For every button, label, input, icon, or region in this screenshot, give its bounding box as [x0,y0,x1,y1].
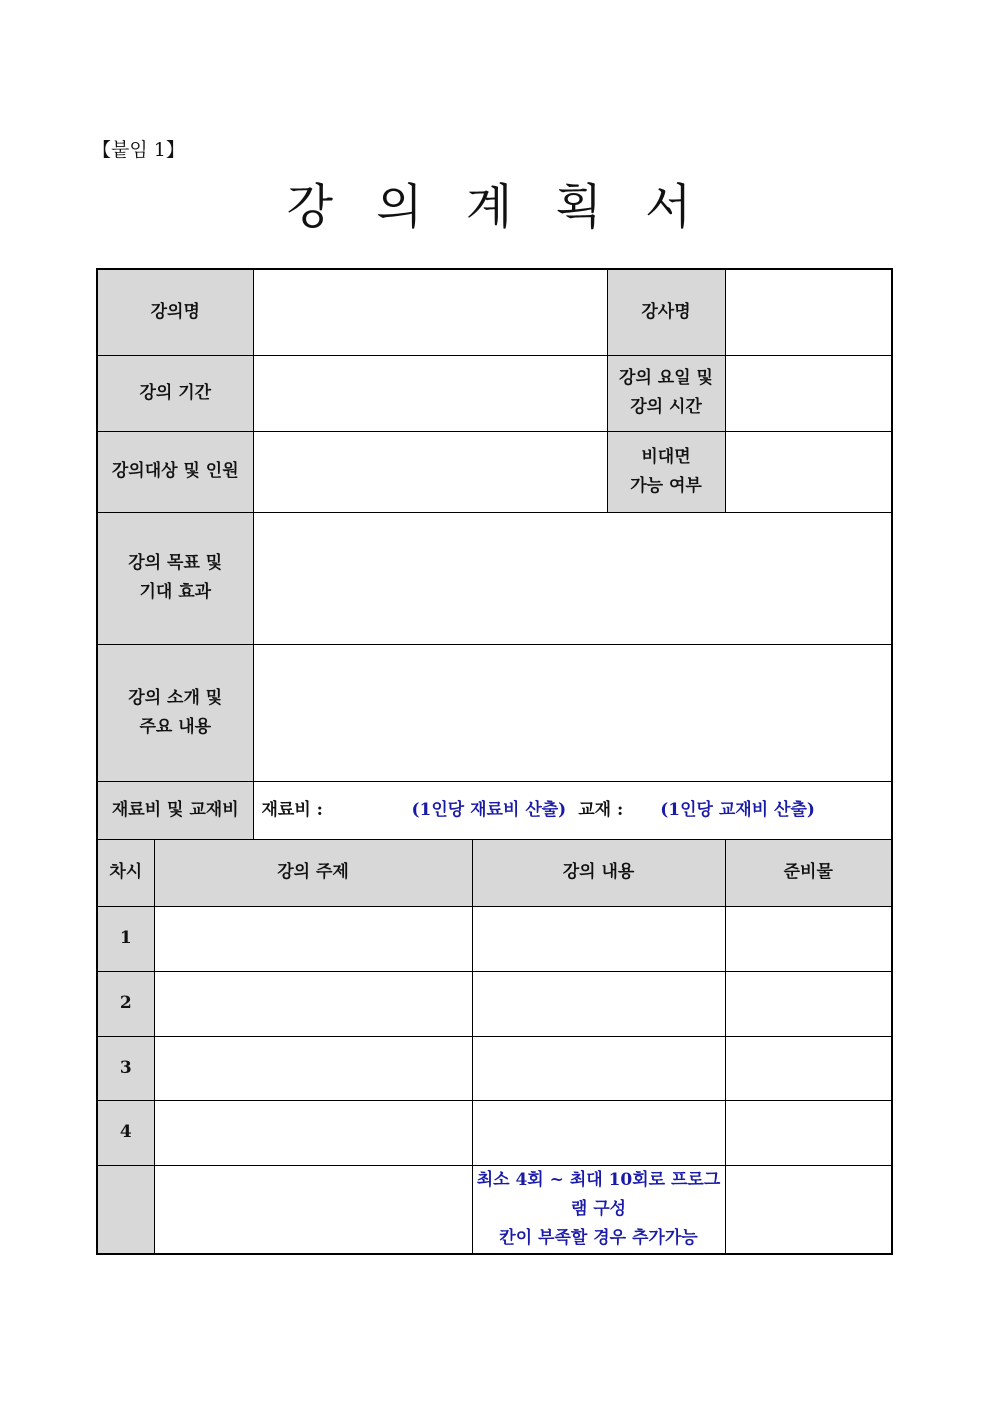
session-materials-input[interactable] [725,1036,892,1100]
session-content-input[interactable] [472,1036,725,1100]
session-materials-input[interactable] [725,906,892,971]
session-topic-input[interactable] [154,971,472,1036]
session-content-input[interactable] [472,971,725,1036]
session-topic-input[interactable] [154,906,472,971]
lecture-day-time-line2: 강의 시간 [630,397,702,417]
session-materials-input[interactable] [725,971,892,1036]
session-content-input[interactable] [472,1100,725,1165]
schedule-header-content: 강의 내용 [472,839,725,906]
goal-input[interactable] [253,512,892,644]
fees-input[interactable] [253,781,892,839]
schedule-header-session: 차시 [97,839,154,906]
schedule-header-topic: 강의 주제 [154,839,472,906]
session-number: 3 [97,1036,154,1100]
goal-line2: 기대 효과 [139,582,212,602]
material-fee-label: 재료비 : [261,799,323,820]
session-number: 4 [97,1100,154,1165]
session-topic-input[interactable] [154,1100,472,1165]
schedule-note[interactable] [472,1165,725,1254]
target-count-input[interactable] [253,431,607,512]
intro-label [97,644,253,781]
intro-line2: 주요 내용 [139,716,212,737]
intro-input[interactable] [253,644,892,781]
session-number-empty [97,1165,154,1254]
online-availability-line2: 가능 여부 [630,475,702,496]
instructor-name-label: 강사명 [607,269,725,355]
textbook-fee-label: 교재 : [578,799,624,820]
session-number: 1 [97,906,154,971]
fees-label: 재료비 및 교재비 [97,781,253,839]
lecture-period-input[interactable] [253,355,607,431]
lecture-name-label: 강의명 [97,269,253,355]
lecture-day-time-line1: 강의 요일 및 [619,368,713,388]
session-materials-input[interactable] [725,1165,892,1254]
table-row [97,1165,892,1254]
session-topic-input[interactable] [154,1036,472,1100]
schedule-note-line1: 최소 4회 ~ 최대 10회로 프로그램 구성 [476,1169,721,1219]
instructor-name-input[interactable] [725,269,892,355]
schedule-header-materials: 준비물 [725,839,892,906]
session-number: 2 [97,971,154,1036]
table-row [97,1100,892,1165]
target-count-label: 강의대상 및 인원 [97,431,253,512]
session-materials-input[interactable] [725,1100,892,1165]
page-title: 강 의 계 획 서 [286,179,706,235]
lecture-day-time-label [607,355,725,431]
goal-label [97,512,253,644]
lecture-name-input[interactable] [253,269,607,355]
session-content-input[interactable] [472,906,725,971]
textbook-fee-hint: (1인당 교재비 산출) [660,799,815,820]
table-row [97,1036,892,1100]
table-row [97,971,892,1036]
attachment-label: 【붙임 1】 [92,139,185,161]
lecture-plan-form [96,268,893,1255]
table-row [97,906,892,971]
lecture-day-time-input[interactable] [725,355,892,431]
session-topic-input[interactable] [154,1165,472,1254]
online-availability-label [607,431,725,512]
material-fee-hint: (1인당 재료비 산출) [411,799,567,820]
schedule-note-line2: 칸이 부족할 경우 추가가능 [499,1227,698,1248]
intro-line1: 강의 소개 및 [128,687,223,708]
online-availability-input[interactable] [725,431,892,512]
lecture-period-label: 강의 기간 [97,355,253,431]
goal-line1: 강의 목표 및 [128,553,223,573]
online-availability-line1: 비대면 [641,446,691,467]
